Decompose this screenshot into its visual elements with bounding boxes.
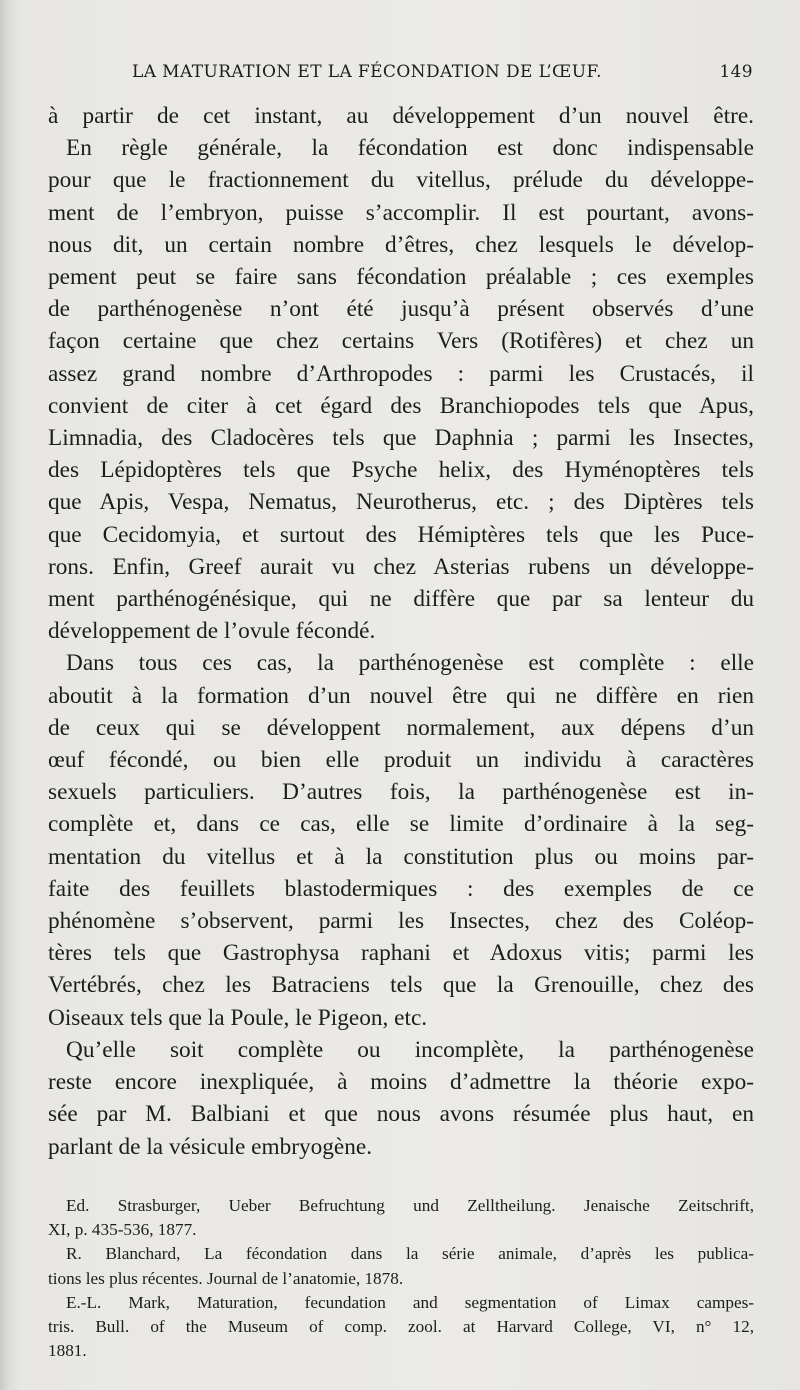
text-line: Dans tous ces cas, la parthénogenèse est complète : elle	[66, 650, 754, 677]
text-line: Limnadia, des Cladocères tels que Daphnia ; parmi les Insectes,	[48, 425, 754, 452]
text-line: que Cecidomyia, et surtout des Hémiptères tels que les Puce-	[48, 521, 754, 548]
text-line: En règle générale, la fécondation est donc indispensable	[66, 135, 754, 162]
text-line: de ceux qui se développent normalement, aux dépens d’un	[48, 714, 754, 741]
text-line: sée par M. Balbiani et que nous avons résumée plus haut, en	[48, 1101, 754, 1128]
text-line: Vertébrés, chez les Batraciens tels que la Grenouille, chez des	[48, 972, 754, 999]
note-line: XI, p. 435-536, 1877.	[48, 1220, 197, 1240]
text-line: convient de citer à cet égard des Branchiopodes tels que Apus,	[48, 392, 754, 419]
note-line: R. Blanchard, La fécondation dans la série animale, d’après les publica-	[66, 1244, 754, 1264]
text-line: reste encore inexpliquée, à moins d’admettre la théorie expo-	[48, 1069, 754, 1096]
page-number: 149	[719, 62, 753, 82]
text-line: façon certaine que chez certains Vers (Rotifères) et chez un	[48, 328, 754, 355]
text-line: parlant de la vésicule embryogène.	[48, 1133, 373, 1160]
text-line: assez grand nombre d’Arthropodes : parmi les Crustacés, il	[48, 360, 754, 387]
running-title: LA MATURATION ET LA FÉCONDATION DE L’ŒUF.	[132, 62, 602, 82]
text-line: faite des feuillets blastodermiques : des exemples de ce	[48, 875, 754, 902]
text-line: des Lépidoptères tels que Psyche helix, des Hyménoptères tels	[48, 457, 754, 484]
text-line: à partir de cet instant, au développement d’un nouvel être.	[48, 103, 754, 129]
note-line: 1881.	[48, 1341, 87, 1361]
text-line: nous dit, un certain nombre d’êtres, chez lesquels le dévelop-	[48, 231, 754, 258]
note-line: tris. Bull. of the Museum of comp. zool. at Harvard College, VI, n° 12,	[48, 1317, 754, 1337]
text-line: complète et, dans ce cas, elle se limite d’ordinaire à la seg-	[48, 811, 754, 838]
note-line: Ed. Strasburger, Ueber Befruchtung und Zelltheilung. Jenaische Zeitschrift,	[66, 1196, 754, 1215]
text-line: rons. Enfin, Greef aurait vu chez Asterias rubens un développe-	[48, 553, 754, 580]
bibliography-notes	[48, 1194, 754, 1363]
text-line: développement de l’ovule fécondé.	[48, 618, 376, 645]
text-line: tères tels que Gastrophysa raphani et Adoxus vitis; parmi les	[48, 940, 754, 967]
text-line: pour que le fractionnement du vitellus, prélude du développe-	[48, 167, 754, 194]
body-text	[48, 100, 754, 1163]
text-line: œuf fécondé, ou bien elle produit un individu à caractères	[48, 747, 754, 774]
text-line: aboutit à la formation d’un nouvel être qui ne diffère en rien	[48, 682, 754, 709]
note-line: E.-L. Mark, Maturation, fecundation and segmentation of Limax campes-	[66, 1292, 754, 1312]
running-header	[48, 62, 753, 82]
note-line: tions les plus récentes. Journal de l’anatomie, 1878.	[48, 1268, 404, 1288]
text-line: Qu’elle soit complète ou incomplète, la parthénogenèse	[66, 1036, 754, 1063]
text-line: que Apis, Vespa, Nematus, Neurotherus, etc. ; des Diptères tels	[48, 489, 754, 516]
text-line: Oiseaux tels que la Poule, le Pigeon, etc.	[48, 1004, 428, 1031]
text-line: sexuels particuliers. D’autres fois, la parthénogenèse est in-	[48, 779, 754, 806]
text-line: pement peut se faire sans fécondation préalable ; ces exemples	[48, 264, 754, 291]
text-line: mentation du vitellus et à la constitution plus ou moins par-	[48, 843, 754, 870]
text-line: phénomène s’observent, parmi les Insectes, chez des Coléop-	[48, 908, 754, 935]
text-line: ment de l’embryon, puisse s’accomplir. Il est pourtant, avons-	[48, 199, 754, 226]
text-line: ment parthénogénésique, qui ne diffère que par sa lenteur du	[48, 586, 754, 613]
text-line: de parthénogenèse n’ont été jusqu’à présent observés d’une	[48, 296, 754, 323]
